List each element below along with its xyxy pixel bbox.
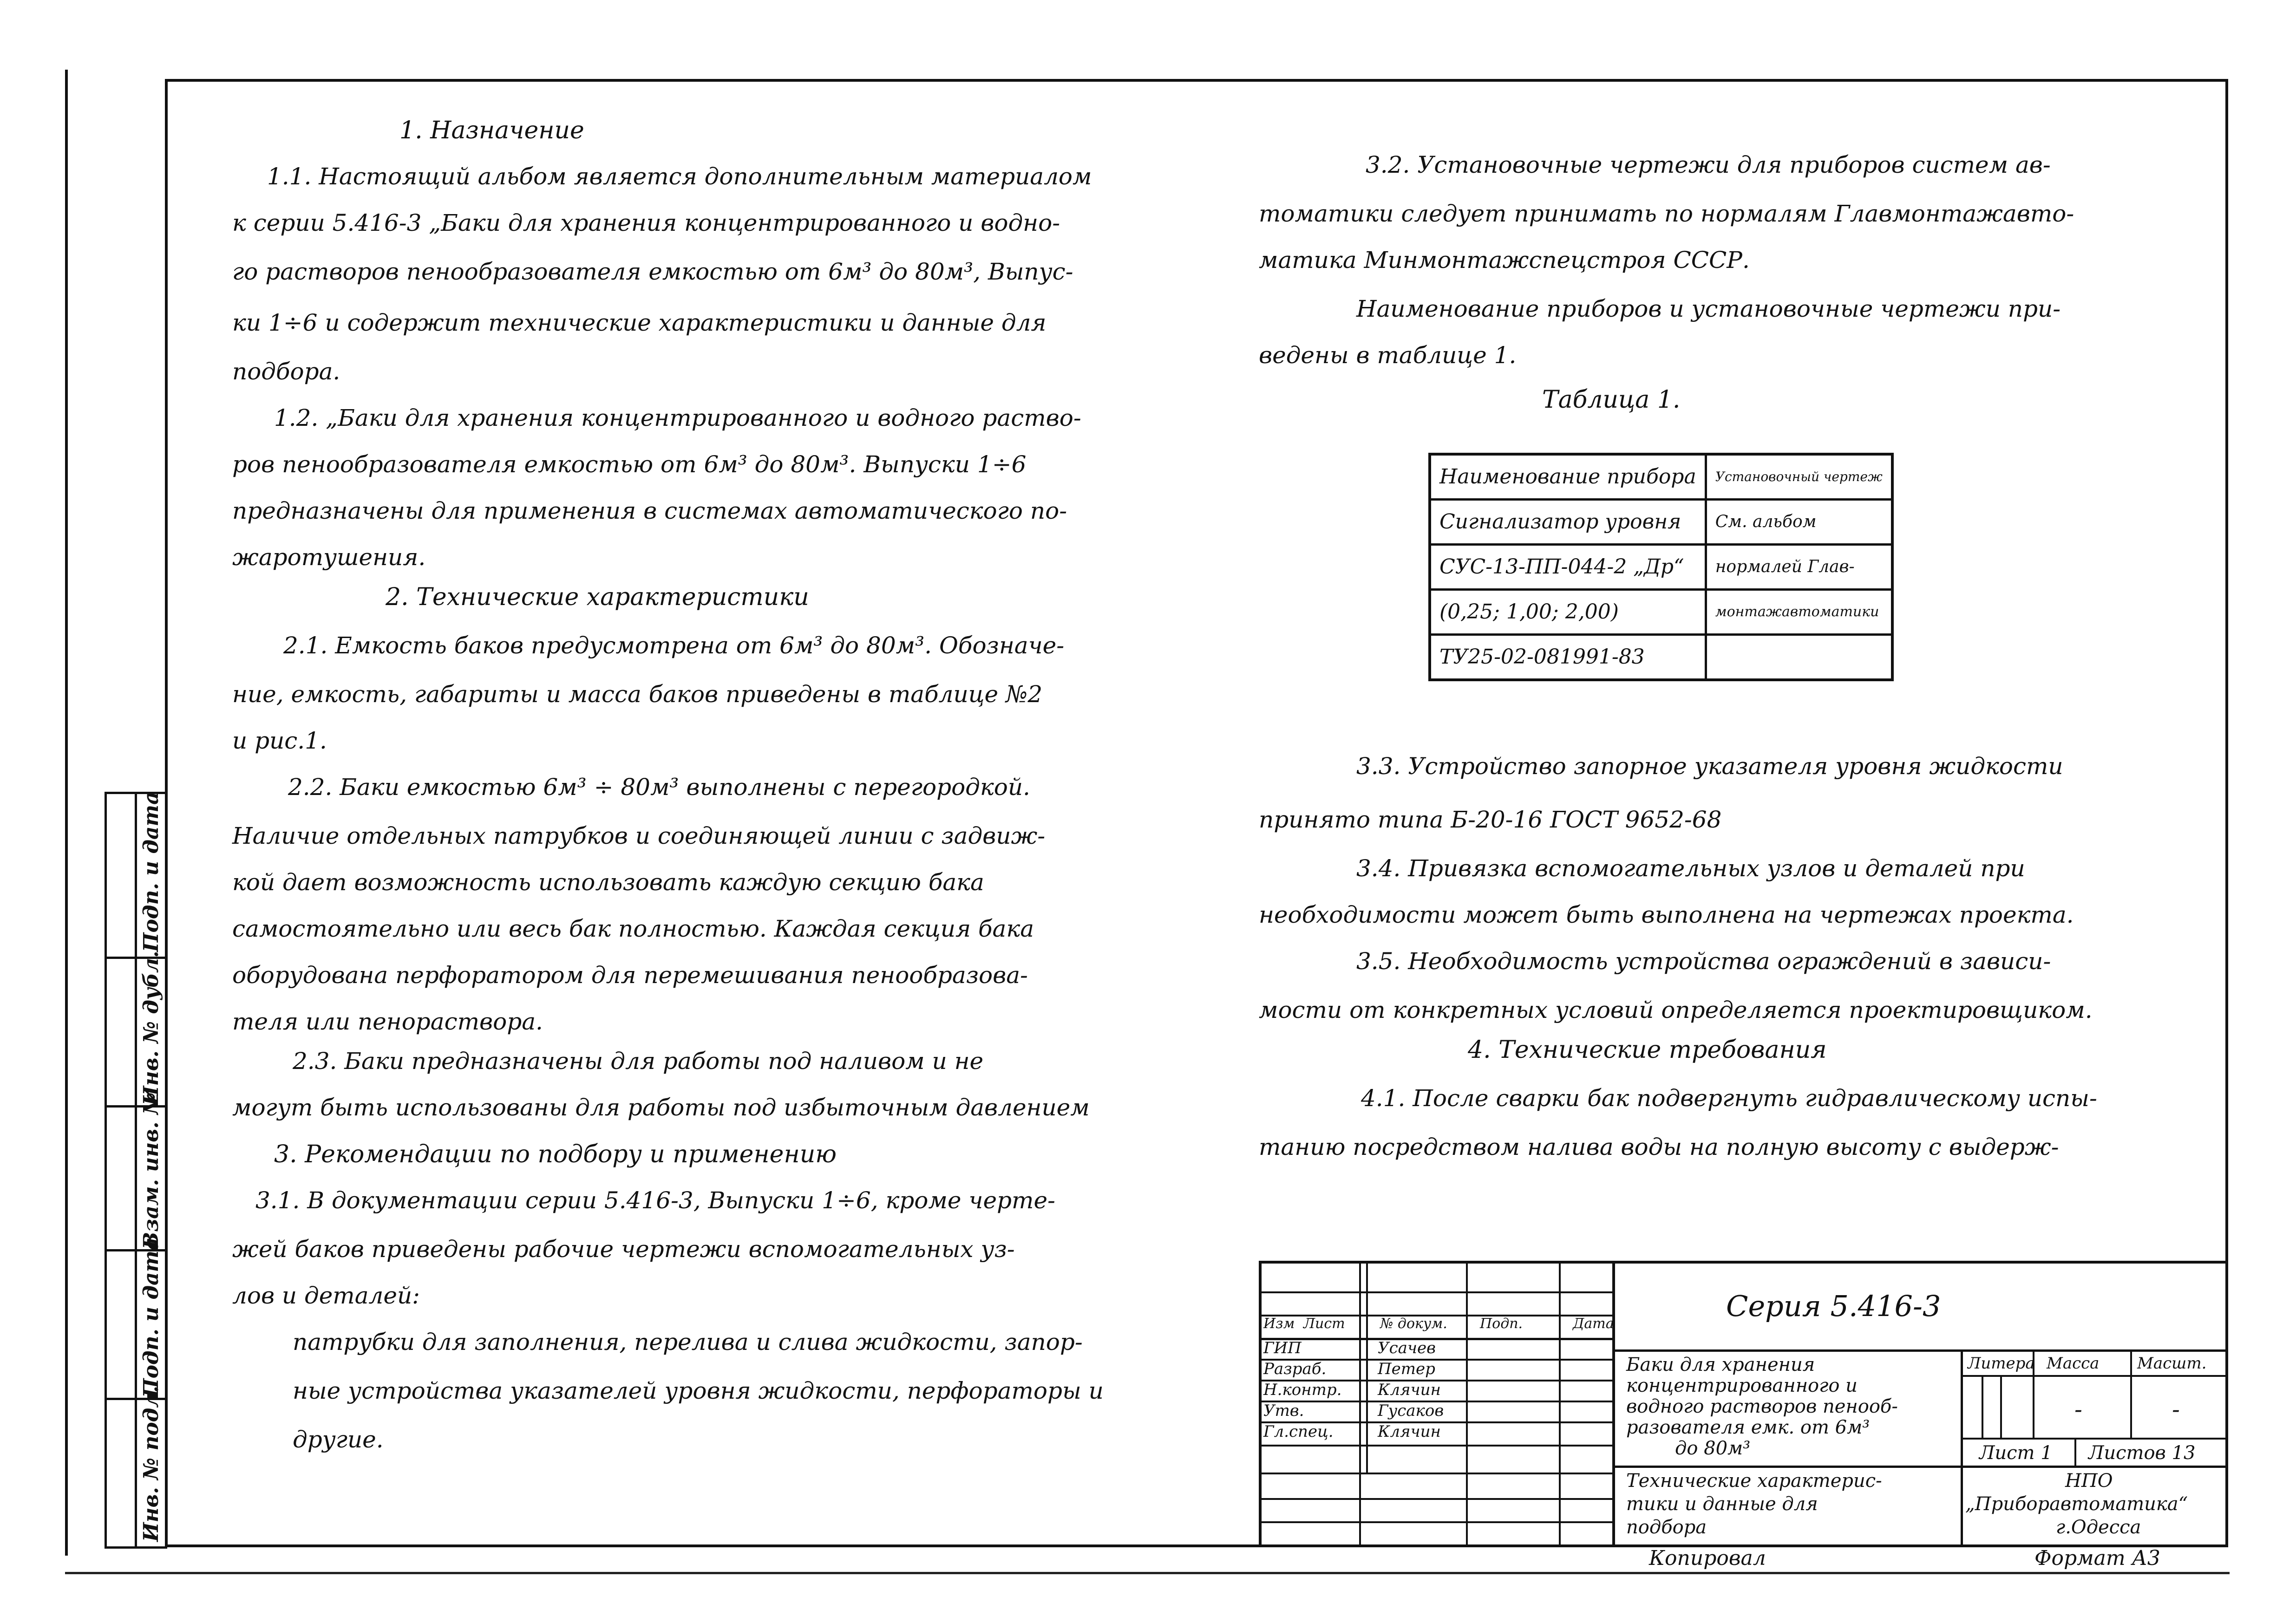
text-line: ведены в таблице 1. xyxy=(1259,342,1517,369)
text-line: ки 1÷6 и содержит технические характеристики и данные для xyxy=(232,309,1047,336)
text-line: кой дает возможность использовать каждую секцию бака xyxy=(232,869,984,896)
section-1-title: 1. Назначение xyxy=(399,117,584,144)
table-cell: нормалей Глав- xyxy=(1706,545,1892,590)
doc-title-line: водного растворов пенооб- xyxy=(1626,1396,1898,1417)
header-label: № докум. xyxy=(1380,1316,1447,1332)
text-line: другие. xyxy=(293,1426,384,1453)
table-cell: Сигнализатор уровня xyxy=(1430,500,1706,545)
table-row xyxy=(1430,635,1892,680)
doc-title-line: концентрированного и xyxy=(1626,1375,1858,1396)
stage-value: - xyxy=(2172,1396,2180,1423)
table-header-cell: Наименование прибора xyxy=(1430,454,1706,500)
table-header-cell: Установочный чертеж xyxy=(1706,454,1892,500)
text-line: жаротушения. xyxy=(232,544,426,571)
text-line: 3.3. Устройство запорное указателя уровня жидкости xyxy=(1356,753,2063,780)
text-line: оборудована перфоратором для перемешивания пенообразова- xyxy=(232,962,1028,989)
title-block xyxy=(1259,1261,2225,1544)
text-line: ные устройства указателей уровня жидкости, перфораторы и xyxy=(293,1377,1104,1404)
text-line: матика Минмонтажспецстроя СССР. xyxy=(1259,247,1750,274)
text-line: 2.2. Баки емкостью 6м³ ÷ 80м³ выполнены с перегородкой. xyxy=(288,774,1030,801)
text-line: го растворов пенообразователя емкостью от 6м³ до 80м³, Выпус- xyxy=(232,258,1073,285)
table-row xyxy=(1430,545,1892,590)
header-label: Подп. xyxy=(1480,1316,1523,1332)
stage-label: Масса xyxy=(2047,1354,2100,1373)
text-line: жей баков приведены рабочие чертежи вспомогательных уз- xyxy=(232,1236,1015,1263)
text-line: 3.5. Необходимость устройства ограждений в зависи- xyxy=(1356,948,2051,975)
side-stamp-strip xyxy=(105,792,167,1549)
text-line: подбора. xyxy=(232,358,340,385)
strip-label: Подп. и дата xyxy=(139,791,163,952)
text-line: 3.2. Установочные чертежи для приборов систем ав- xyxy=(1366,151,2051,178)
person-name: Усачев xyxy=(1378,1339,1436,1357)
header-label: Изм xyxy=(1263,1316,1295,1332)
text-line: мости от конкретных условий определяется проектировщиком. xyxy=(1259,997,2093,1023)
text-line: ров пенообразователя емкостью от 6м³ до 80м³. Выпуски 1÷6 xyxy=(232,451,1027,478)
section-4-title: 4. Технические требования xyxy=(1468,1036,1827,1064)
role-label: ГИП xyxy=(1263,1339,1302,1357)
text-line: Наличие отдельных патрубков и соединяющей линии с задвиж- xyxy=(232,822,1046,849)
section-3-title: 3. Рекомендации по подбору и применению xyxy=(274,1140,837,1168)
table-row xyxy=(1430,500,1892,545)
text-line: предназначены для применения в системах автоматического по- xyxy=(232,497,1067,524)
text-line: принято типа Б-20-16 ГОСТ 9652-68 xyxy=(1259,806,1722,833)
text-line: ние, емкость, габариты и масса баков приведены в таблице №2 xyxy=(232,681,1043,708)
role-label: Гл.спец. xyxy=(1263,1422,1334,1441)
text-line: 2.1. Емкость баков предусмотрена от 6м³ до 80м³. Обозначе- xyxy=(283,632,1065,659)
table-cell xyxy=(1706,635,1892,680)
text-line: самостоятельно или весь бак полностью. Каждая секция бака xyxy=(232,915,1034,942)
table-cell: ТУ25-02-081991-83 xyxy=(1430,635,1706,680)
text-line: патрубки для заполнения, перелива и слива жидкости, запор- xyxy=(293,1329,1083,1355)
text-line: 4.1. После сварки бак подвергнуть гидравлическому испы- xyxy=(1361,1085,2097,1112)
format-label: Формат А3 xyxy=(2034,1546,2160,1570)
text-line: Наименование приборов и установочные чертежи при- xyxy=(1356,295,2061,322)
table-cell: монтажавтоматики xyxy=(1706,590,1892,635)
role-label: Утв. xyxy=(1263,1401,1304,1420)
sheet-title-line: подбора xyxy=(1626,1517,1707,1538)
table-caption: Таблица 1. xyxy=(1542,386,1681,414)
strip-label: Инв. № дубл. xyxy=(139,951,163,1105)
section-2-title: 2. Технические характеристики xyxy=(386,583,809,611)
person-name: Клячин xyxy=(1378,1381,1441,1399)
text-line: к серии 5.416-3 „Баки для хранения концентрированного и водно- xyxy=(232,209,1060,236)
text-line: 2.3. Баки предназначены для работы под наливом и не xyxy=(293,1048,984,1075)
text-line: 3.4. Привязка вспомогательных узлов и деталей при xyxy=(1356,855,2025,882)
header-label: Лист xyxy=(1303,1316,1345,1332)
strip-label: Взам. инв. № xyxy=(139,1092,163,1249)
copied-by-label: Копировал xyxy=(1649,1546,1766,1570)
doc-title-line: Баки для хранения xyxy=(1626,1354,1815,1375)
table-cell: (0,25; 1,00; 2,00) xyxy=(1430,590,1706,635)
binding-margin-line xyxy=(65,70,68,1556)
sheet-count: Листов 13 xyxy=(2088,1442,2196,1464)
table-header-row xyxy=(1430,454,1892,500)
text-line: 3.1. В документации серии 5.416-3, Выпуски 1÷6, кроме черте- xyxy=(255,1187,1055,1214)
header-label: Дата xyxy=(1573,1316,1614,1332)
sheet-title-line: Технические характерис- xyxy=(1626,1470,1882,1492)
text-line: танию посредством налива воды на полную высоту с выдерж- xyxy=(1259,1134,2059,1160)
person-name: Клячин xyxy=(1378,1422,1441,1441)
devices-table xyxy=(1428,453,1894,681)
text-line: могут быть использованы для работы под избыточным давлением xyxy=(232,1094,1090,1121)
stage-value: - xyxy=(2074,1396,2082,1423)
sheet-title-line: тики и данные для xyxy=(1626,1493,1818,1515)
person-name: Петер xyxy=(1378,1360,1435,1378)
table-row xyxy=(1430,590,1892,635)
text-line: 1.2. „Баки для хранения концентрированного и водного раство- xyxy=(274,404,1081,431)
strip-label: Подп. и дата xyxy=(139,1237,163,1398)
stage-label: Литера xyxy=(1968,1354,2035,1373)
org-line: „Приборавтоматика“ xyxy=(1965,1493,2188,1515)
doc-title-line: до 80м³ xyxy=(1675,1438,1751,1459)
text-line: лов и деталей: xyxy=(232,1282,420,1309)
table-cell: СУС-13-ПП-044-2 „Др“ xyxy=(1430,545,1706,590)
role-label: Н.контр. xyxy=(1263,1381,1342,1399)
strip-label: Инв. № подл. xyxy=(139,1386,163,1542)
role-label: Разраб. xyxy=(1263,1360,1327,1378)
table-cell: См. альбом xyxy=(1706,500,1892,545)
text-line: и рис.1. xyxy=(232,727,327,754)
text-line: томатики следует принимать по нормалям Главмонтажавто- xyxy=(1259,200,2074,227)
series-title: Серия 5.416-3 xyxy=(1726,1289,1941,1323)
org-line: г.Одесса xyxy=(2056,1517,2141,1538)
doc-title-line: разователя емк. от 6м³ xyxy=(1626,1417,1870,1438)
stage-label: Масшт. xyxy=(2137,1354,2207,1373)
text-line: 1.1. Настоящий альбом является дополнительным материалом xyxy=(267,163,1092,190)
sheet-number: Лист 1 xyxy=(1979,1442,2053,1464)
person-name: Гусаков xyxy=(1378,1401,1444,1420)
sheet-bottom-edge xyxy=(65,1572,2230,1574)
text-line: теля или пенораствора. xyxy=(232,1008,543,1035)
text-line: необходимости может быть выполнена на чертежах проекта. xyxy=(1259,901,2074,928)
org-line: НПО xyxy=(2065,1470,2113,1492)
